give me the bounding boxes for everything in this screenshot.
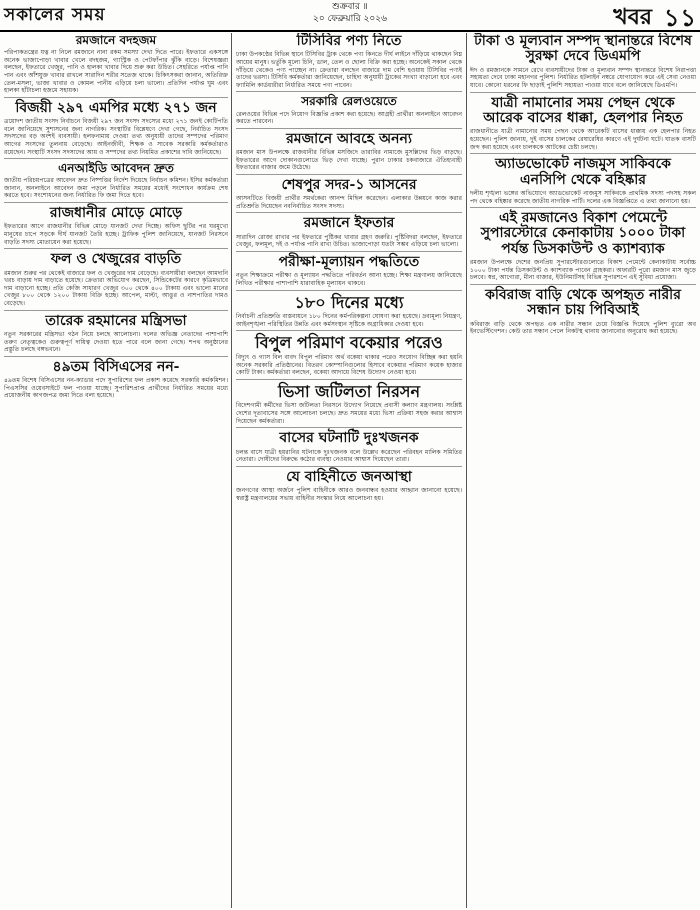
article: [4, 206, 228, 249]
article-headline: তারেক রহমানের মন্ত্রিসভা: [45, 312, 187, 329]
article: [470, 34, 696, 93]
article: [4, 252, 228, 310]
article: [236, 334, 462, 379]
article: [236, 132, 462, 175]
issue-day: শুক্রবার ॥: [332, 2, 368, 12]
article-headline: রমজানে আবহে অনন্য: [286, 130, 412, 147]
article: [4, 162, 228, 203]
article: [236, 178, 462, 214]
column-rule: [231, 33, 232, 908]
article: [470, 157, 696, 208]
issue-date-text: ২০ ফেব্রুয়ারি ২০২৬: [313, 14, 387, 24]
article: [470, 211, 696, 285]
article-headline: বিজয়ী ২৯৭ এমপির মধ্যে ২৭১ জন: [15, 99, 217, 116]
article: [236, 34, 462, 92]
article-body: রমজান মাস উপলক্ষে রাজধানীর বিভিন্ন মসজিদে তারাবির নামাজে মুসল্লিদের ভিড় বাড়ছে। ইফতারের আগে দোকানগুলোতে ভিড় দেখা যাচ্ছে। পুরান ঢাকার চকবাজারে ঐতিহ্যবাহী ইফতারের বাজার জমে উঠেছে।: [236, 149, 462, 172]
article-headline: শেষপুর সদর-১ আসনের: [281, 176, 417, 193]
article-body: জাতীয় পরিচয়পত্রের আবেদন দ্রুত নিষ্পত্তির নির্দেশ দিয়েছে নির্বাচন কমিশন। ইসির কর্মকর্তারা জানান, অনলাইনে আবেদন জমা পড়লে নির্ধারিত সময়ের মধ্যেই সংশোধন কার্যক্রম শেষ করতে হবে। সংশোধনের জন্য নির্ধারিত ফি জমা দিতে হবে।: [4, 177, 228, 200]
article-body: পরিপাকতন্ত্রের যত্ন না নিলে রমজানে নানা রকম সমস্যা দেখা দিতে পারে। ইফতারে একসঙ্গে অনেক ভাজাপোড়া খাবার খেলে বদহজম, গ্যাস্ট্রিক ও পেটফাঁপার ঝুঁকি বাড়ে। বিশেষজ্ঞরা বলছেন, ইফতারে খেজুর, পানি ও হালকা খাবার দিয়ে শুরু করা উচিত। সেহরিতে পর্যাপ্ত পানি পান এবং আঁশযুক্ত খাবার রাখলে সারাদিন শরীর সতেজ থাকে। চিকিৎসকরা জানান, অতিরিক্ত তেল-মসলা, ভাজা খাবার ও কোমল পানীয় এড়িয়ে চলা ভালো। প্রতিদিন পর্যাপ্ত ঘুম এবং হালকা হাঁটাচলা হজমে সহায়ক।: [4, 49, 228, 95]
article: [470, 96, 696, 155]
article-body: ত্রয়োদশ জাতীয় সংসদ নির্বাচনে বিজয়ী ২৯৭ জন সংসদ সদস্যের মধ্যে ২৭১ জনই কোটিপতি বলে জানিয়েছে সুশাসনের জন্য নাগরিক। সংস্থাটির বিশ্লেষণে দেখা গেছে, নির্বাচিত সংসদ সদস্যদের বড় অংশই ব্যবসায়ী। হলফনামায় দেওয়া তথ্য অনুযায়ী তাদের সম্পদের পরিমাণ আগের সংসদের তুলনায় বেড়েছে। আইনজীবী, শিক্ষক ও সাবেক সরকারি কর্মকর্তারাও রয়েছেন। সংস্থাটি সংসদ সদস্যদের আয় ও সম্পদের তথ্য নিয়মিত প্রকাশের দাবি জানিয়েছে।: [4, 118, 228, 156]
column-rule: [466, 33, 467, 908]
article: [4, 34, 228, 98]
article-headline: সরকারি রেলওয়েতে: [301, 94, 397, 109]
article-body: বিদ্যুৎ ও গ্যাস বিল বাবদ বিপুল পরিমাণ অর্থ বকেয়া থাকার পরেও সংযোগ বিচ্ছিন্ন করা হয়নি অনেক সরকারি প্রতিষ্ঠানের। বিতরণ কোম্পানিগুলোর হিসাবে বকেয়ার পরিমাণ কয়েক হাজার কোটি টাকা। কর্মকর্তারা বলছেন, বকেয়া আদায়ে বিশেষ উদ্যোগ নেওয়া হবে।: [236, 354, 462, 377]
article: [236, 95, 462, 128]
article: [236, 216, 462, 252]
column-3: [470, 33, 696, 908]
article-headline: এই রমজানেও বিকাশ পেমেন্টে সুপারস্টোরে কেনাকাটায় ১০০০ টাকা পর্যন্ত ডিসকাউন্ট ও ক্যাশব্যাক: [480, 210, 686, 257]
article-body: ঢাকা উপকণ্ঠের বিভিন্ন স্থানে টিসিবির ট্রাক থেকে পণ্য কিনতে দীর্ঘ লাইনে দাঁড়িয়ে থাকছেন নিম্ন আয়ের মানুষ। ভর্তুকি মূল্যে চিনি, ডাল, তেল ও ছোলা বিক্রি করা হচ্ছে। অনেকেই সকাল থেকে দাঁড়িয়ে থেকেও পণ্য পাচ্ছেন না। ক্রেতারা বলছেন বাজারে দাম বেশি হওয়ায় টিসিবির পণ্যই তাদের ভরসা। টিসিবি কর্মকর্তারা জানিয়েছেন, চাহিদা অনুযায়ী ট্রাকের সংখ্যা বাড়ানো হবে এবং ফ্যামিলি কার্ডধারীরা নির্ধারিত সময়ে পণ্য পাবেন।: [236, 51, 462, 89]
article-headline: ভিসা জটিলতা নিরসন: [277, 381, 421, 401]
article-body: বিদেশগামী কর্মীদের ভিসা জটিলতা নিরসনে উদ্যোগ নিয়েছে প্রবাসী কল্যাণ মন্ত্রণালয়। সংশ্লিষ্ট দেশের দূতাবাসের সঙ্গে আলোচনা চলছে। দ্রুত সময়ের মধ্যে ভিসা প্রক্রিয়া সহজ করার আশ্বাস দিয়েছেন কর্মকর্তারা।: [236, 402, 462, 425]
article-headline: ৪৯তম বিসিএসের নন-: [52, 358, 180, 375]
article: [470, 288, 696, 338]
article-body: রাজধানীতে যাত্রী নামানোর সময় পেছন থেকে আরেকটি বাসের ধাক্কায় এক হেলপার নিহত হয়েছেন। পুলিশ জানায়, দুই বাসের চালকের রেষারেষির কারণে এই দুর্ঘটনা ঘটে। ঘাতক বাসটি জব্দ করা হয়েছে এবং চালককে আটকের চেষ্টা চলছে।: [470, 128, 696, 151]
article: [4, 101, 228, 159]
section-title: খবর: [613, 4, 652, 30]
article-body: ইফতারের আগে রাজধানীর বিভিন্ন মোড়ে যানজট দেখা দিচ্ছে। অফিস ছুটির পর ঘরমুখো মানুষের চাপে সড়কে দীর্ঘ যানজট তৈরি হচ্ছে। ট্রাফিক পুলিশ জানিয়েছে, যানজট নিরসনে বাড়তি সদস্য মোতায়েন করা হয়েছে।: [4, 223, 228, 246]
article: [236, 470, 462, 505]
masthead: [0, 0, 700, 32]
page-number: ১১: [663, 3, 697, 32]
article-headline: রাজধানীর মোড়ে মোড়ে: [49, 205, 183, 222]
article-body: রমজান শুরুর পর থেকেই বাজারে ফল ও খেজুরের দাম বেড়েছে। ব্যবসায়ীরা বলছেন আমদানি খরচ বাড়ায় দাম বাড়াতে হয়েছে। ক্রেতারা অভিযোগ করছেন, সিন্ডিকেটের কারণে কৃত্রিমভাবে দাম বাড়ানো হচ্ছে। প্রতি কেজি সাধারণ খেজুর ৩০০ থেকে ৪০০ টাকায় এবং ভালো মানের খেজুর ৮০০ থেকে ১২০০ টাকায় বিক্রি হচ্ছে। আপেল, মাল্টা, আঙুর ও নাশপাতির দামও বেড়েছে।: [4, 269, 228, 308]
article-headline: রমজানে ইফতার: [303, 215, 395, 232]
issue-date: [280, 1, 420, 25]
article-headline: টিসিবির পণ্য নিতে: [296, 33, 402, 49]
article: [236, 431, 462, 467]
article-headline: রমজানে বদহজম: [75, 33, 157, 47]
article: [4, 314, 228, 357]
newspaper-logo: সকালের সময়: [4, 5, 106, 25]
article-body: কবিরাজ বাড়ি থেকে অপহৃত এক নারীর সন্ধান চেয়ে বিজ্ঞপ্তি দিয়েছে পুলিশ ব্যুরো অব ইনভেস্টিগেশন। কেউ তার সন্ধান পেলে নিকটস্থ থানায় জানানোর অনুরোধ করা হয়েছে।: [470, 320, 696, 336]
article-body: ৪৯তম বিশেষ বিসিএসের নন-ক্যাডার পদে সুপারিশের ফল প্রকাশ করেছে সরকারি কর্মকমিশন। পিএসসির ওয়েবসাইটে ফল পাওয়া যাচ্ছে। সুপারিশপ্রাপ্ত প্রার্থীদের নির্ধারিত সময়ের মধ্যে প্রয়োজনীয় কাগজপত্র জমা দিতে বলা হয়েছে।: [4, 377, 228, 400]
article-headline: ১৮০ দিনের মধ্যে: [294, 292, 404, 312]
article-body: নতুন সরকারের মন্ত্রিসভা গঠন নিয়ে চলছে আলোচনা। দলের অভিজ্ঞ নেতাদের পাশাপাশি তরুণ নেতৃত্বকেও গুরুত্বপূর্ণ দায়িত্ব দেওয়া হতে পারে বলে জানা গেছে। শপথ অনুষ্ঠানের প্রস্তুতি চলছে বঙ্গভবনে।: [4, 331, 228, 354]
article-body: দলীয় শৃঙ্খলা ভঙ্গের অভিযোগে অ্যাডভোকেট নাজমুস সাকিবকে প্রাথমিক সদস্য পদসহ সকল পদ থেকে বহিষ্কার করেছে জাতীয় নাগরিক পার্টি। দলের এক বিজ্ঞপ্তিতে এ তথ্য জানানো হয়।: [470, 189, 696, 205]
article-headline: যাত্রী নামানোর সময় পেছন থেকে আরেক বাসের ধাক্কা, হেলপার নিহত: [483, 94, 683, 126]
article-headline: এনআইডি আবেদন দ্রুত: [58, 161, 174, 176]
article-headline: পরীক্ষা-মূল্যায়ন পদ্ধতিতে: [278, 254, 420, 271]
article-body: নির্বাচনী প্রতিশ্রুতি বাস্তবায়নে ১৮০ দিনের কর্মপরিকল্পনা ঘোষণা করা হয়েছে। দ্রব্যমূল্য নিয়ন্ত্রণ, আইনশৃঙ্খলা পরিস্থিতির উন্নতি এবং কর্মসংস্থান সৃষ্টিকে অগ্রাধিকার দেওয়া হবে।: [236, 313, 462, 328]
article-headline: কবিরাজ বাড়ি থেকে অপহৃত নারীর সন্ধান চায় পিবিআই: [485, 287, 681, 319]
article: [4, 360, 228, 402]
column-1: [4, 33, 228, 908]
article: [236, 383, 462, 428]
article: [236, 255, 462, 291]
article-body: জনগণের আস্থা অর্জনে পুলিশ বাহিনীকে আরও জনবান্ধব হওয়ার আহ্বান জানানো হয়েছে। স্বরাষ্ট্র মন্ত্রণালয়ের সভায় বাহিনীর সংস্কার নিয়ে আলোচনা হয়।: [236, 487, 462, 502]
article-body: চলন্ত বাসে যাত্রী হয়রানির ঘটনাকে দুঃখজনক বলে উল্লেখ করেছেন পরিবহন মালিক সমিতির নেতারা। দোষীদের বিরুদ্ধে কঠোর ব্যবস্থা নেওয়ার আশ্বাস দিয়েছেন তারা।: [236, 448, 462, 464]
article-body: নতুন শিক্ষাক্রমে পরীক্ষা ও মূল্যায়ন পদ্ধতিতে পরিবর্তন আনা হচ্ছে। শিক্ষা মন্ত্রণালয় জানিয়েছে লিখিত পরীক্ষার পাশাপাশি ধারাবাহিক মূল্যায়ন থাকবে।: [236, 272, 462, 288]
article-headline: টাকা ও মূল্যবান সম্পদ স্থানান্তরে বিশেষ সুরক্ষা দেবে ডিএমপি: [474, 33, 692, 65]
article-headline: যে বাহিনীতে জনআস্থা: [286, 468, 412, 485]
article-body: রেলওয়ের বিভিন্ন পদে নিয়োগ বিজ্ঞপ্তি প্রকাশ করা হয়েছে। আগ্রহী প্রার্থীরা অনলাইনে আবেদন করতে পারবেন।: [236, 110, 462, 126]
article-headline: অ্যাডভোকেট নাজমুস সাকিবকে এনসিপি থেকে বহিষ্কার: [495, 156, 671, 188]
article-headline: বিপুল পরিমাণ বকেয়ার পরেও: [255, 333, 443, 353]
column-2: [236, 33, 462, 908]
article-body: আসনটিতে বিজয়ী প্রার্থীর সমর্থকেরা আনন্দ মিছিল করেছেন। এলাকার উন্নয়নে কাজ করার প্রতিশ্রুতি দিয়েছেন নবনির্বাচিত সংসদ সদস্য।: [236, 195, 462, 210]
article-headline: বাসের ঘটনাটি দুঃখজনক: [279, 430, 419, 447]
article-body: সারাদিন রোজা রাখার পর ইফতারে পুষ্টিকর খাবার গ্রহণ জরুরি। পুষ্টিবিদরা বলছেন, ইফতারে খেজুর, ফলমূল, দই ও পর্যাপ্ত পানি রাখা উচিত। ভাজাপোড়া যতটা সম্ভব এড়িয়ে চলা ভালো।: [236, 233, 462, 249]
article-body: ঈদ ও রমজানকে সামনে রেখে ব্যবসায়ীদের টাকা ও মূল্যবান সম্পদ স্থানান্তরে বিশেষ নিরাপত্তা সহায়তা দেবে ঢাকা মহানগর পুলিশ। নির্ধারিত হটলাইন নম্বরে যোগাযোগ করে এই সেবা নেওয়া যাবে। কোনো ধরনের ফি ছাড়াই পুলিশি সহায়তা পাওয়া যাবে বলে জানিয়েছে ডিএমপি।: [470, 66, 696, 89]
article-headline: ফল ও খেজুরের বাড়তি: [50, 251, 182, 268]
article-body: রমজান উপলক্ষে দেশের জনপ্রিয় সুপারস্টোরগুলোতে বিকাশ পেমেন্টে কেনাকাটায় সর্বোচ্চ ১০০০ টাকা পর্যন্ত ডিসকাউন্ট ও ক্যাশব্যাক পাবেন গ্রাহকরা। অফারটি পুরো রমজান মাস জুড়ে চলবে। স্বপ্ন, আগোরা, মীনা বাজার, ইউনিমার্টসহ বিভিন্ন সুপারশপে এই সুবিধা প্রযোজ্য।: [470, 259, 696, 282]
article: [236, 294, 462, 332]
